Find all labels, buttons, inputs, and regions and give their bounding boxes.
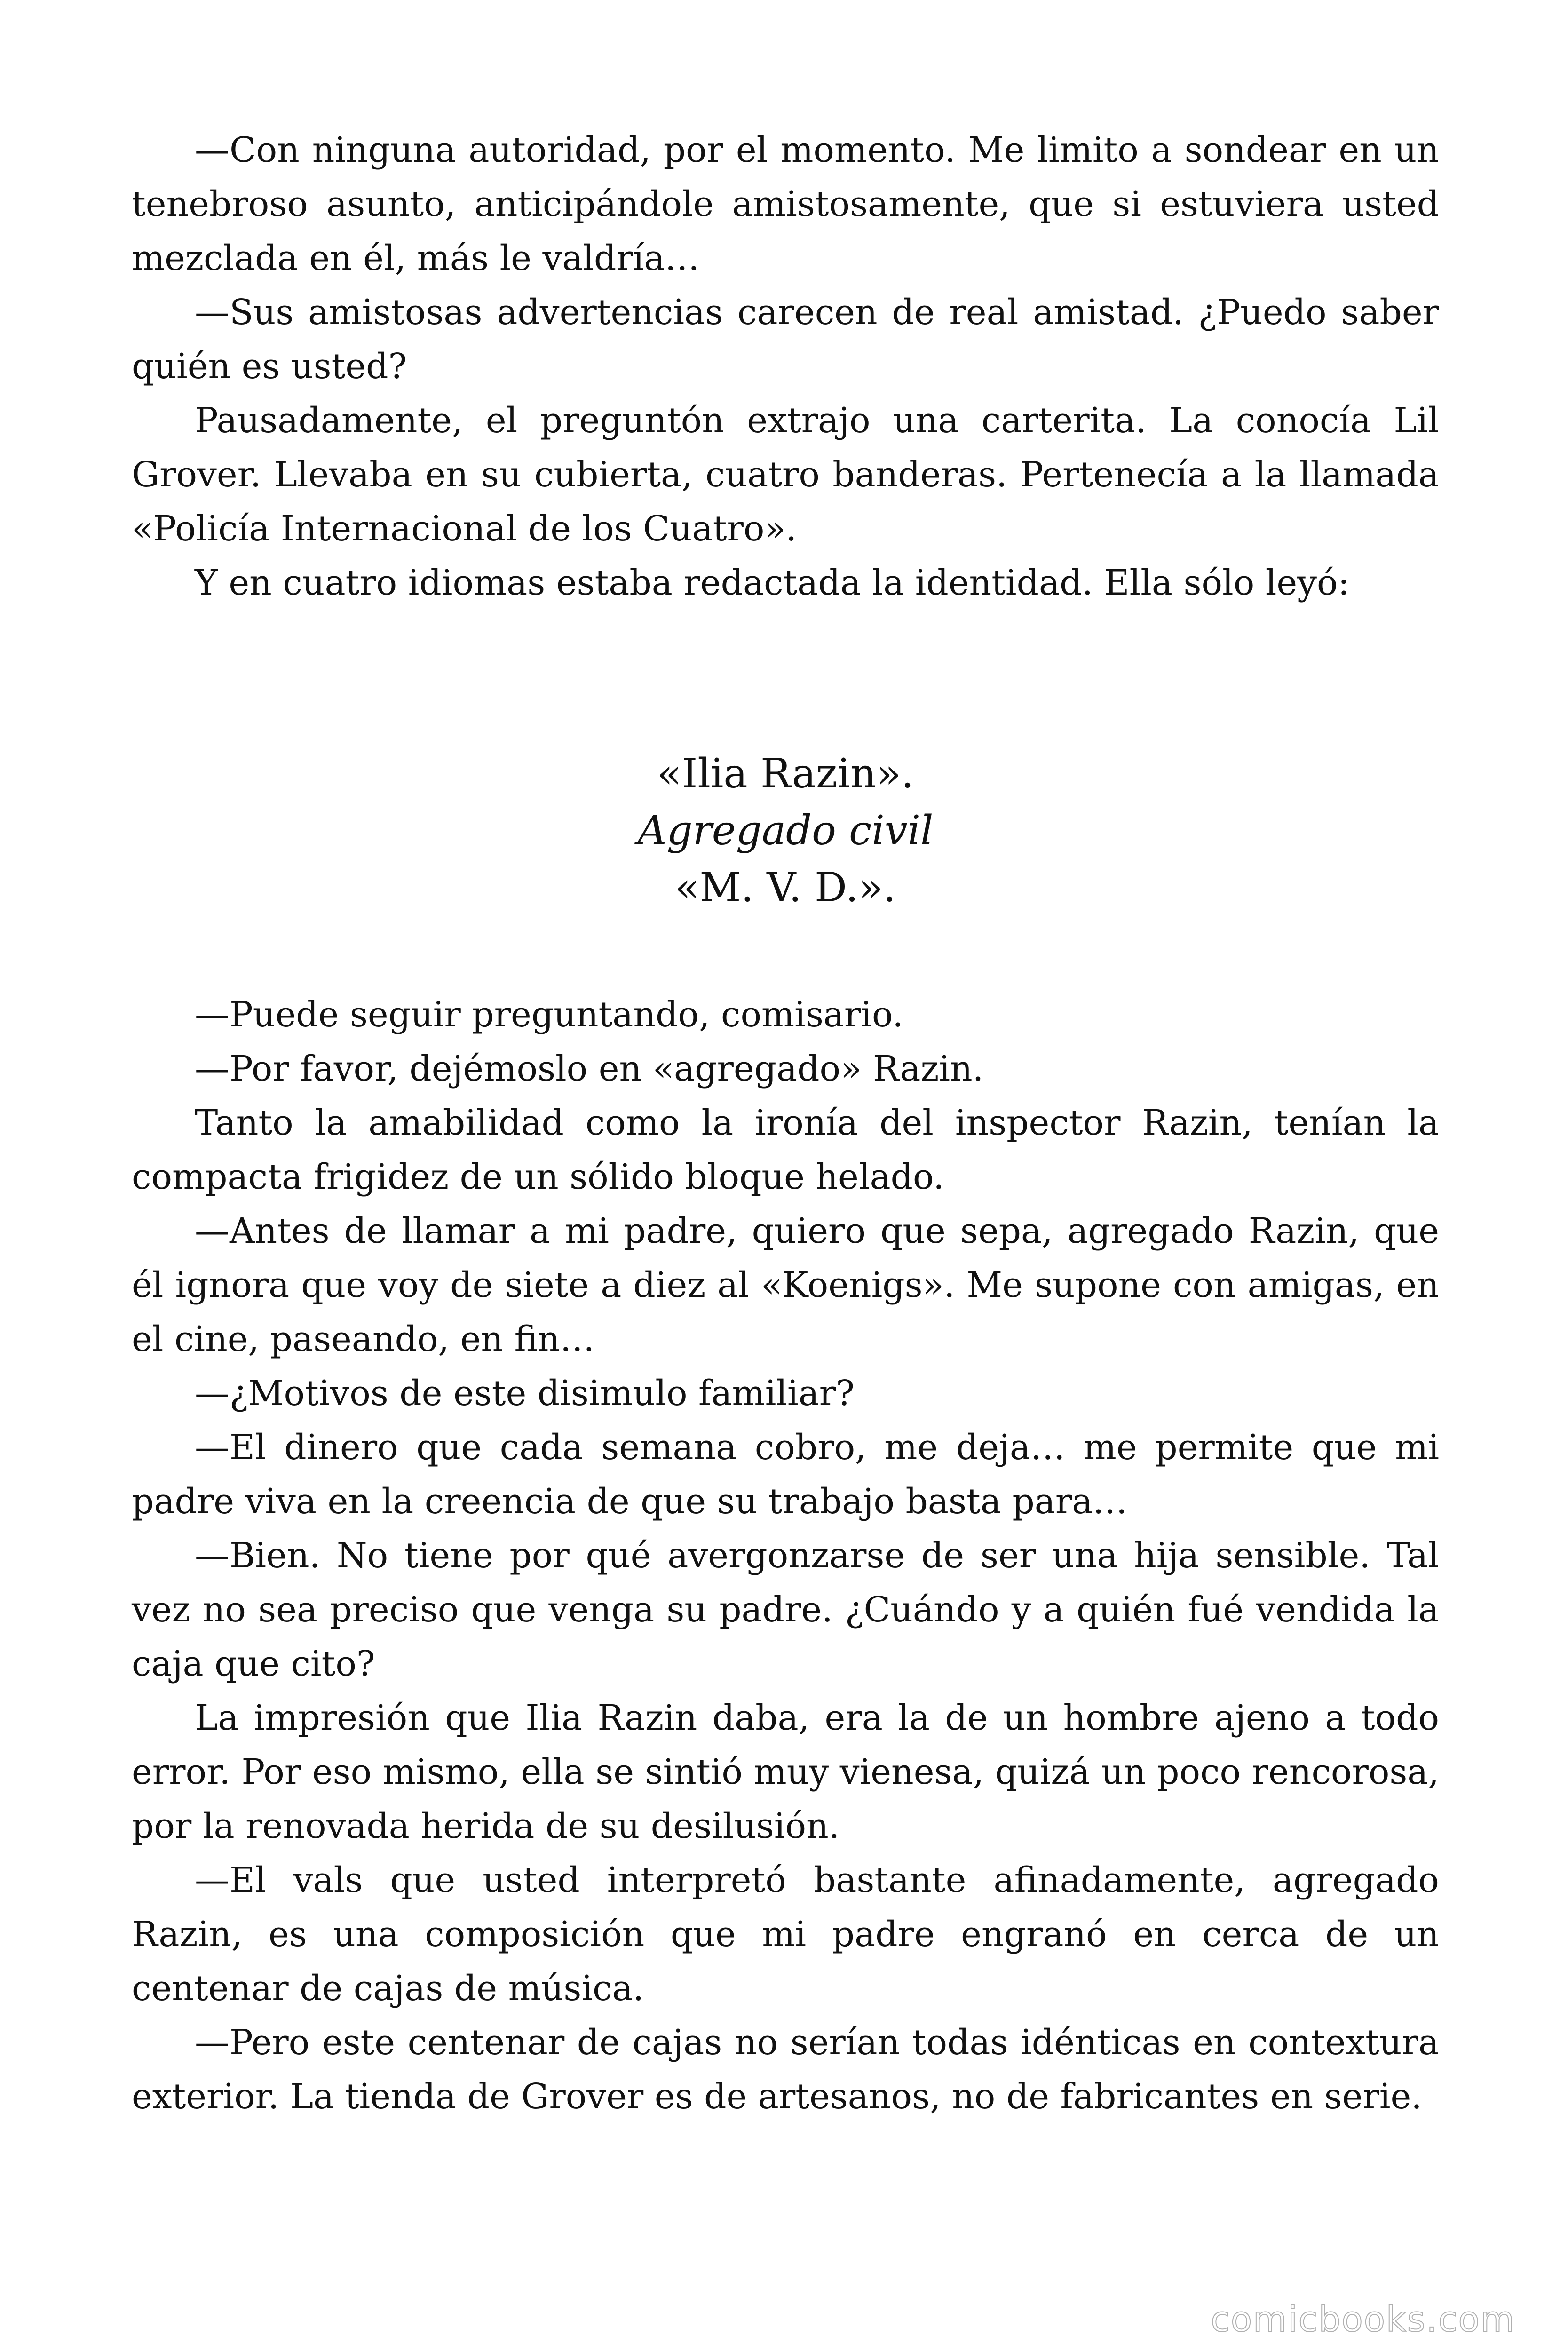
text-block-bottom [132, 988, 1439, 2124]
id-role-line: Agregado civil [637, 807, 934, 854]
paragraph: Tanto la amabilidad como la ironía del inspector Razin, tenían la compacta frigidez de un sólido bloque helado. [132, 1103, 1439, 1197]
paragraph: —Pero este centenar de cajas no serían todas idénticas en contextura exterior. La tienda de Grover es de artesanos, no de fabricantes en serie. [132, 2022, 1439, 2117]
paragraph: —¿Motivos de este disimulo familiar? [195, 1373, 855, 1414]
paragraph: Y en cuatro idiomas estaba redactada la identidad. Ella sólo leyó: [195, 563, 1350, 603]
id-name-line: «Ilia Razin». [657, 750, 914, 797]
paragraph: La impresión que Ilia Razin daba, era la de un hombre ajeno a todo error. Por eso mismo, ella se sintió muy vienesa, quizá un poco rencorosa, por la renovada herida de su desilusión. [132, 1698, 1439, 1846]
paragraph: —Puede seguir preguntando, comisario. [195, 994, 903, 1035]
paragraph: —El vals que usted interpretó bastante afinadamente, agregado Razin, es una composición que mi padre engranó en cerca de un centenar de cajas de música. [132, 1860, 1439, 2009]
identity-card-text [132, 746, 1439, 916]
paragraph: —Con ninguna autoridad, por el momento. Me limito a sondear en un tenebroso asunto, anticipándole amistosamente, que si estuviera usted mezclada en él, más le valdría… [132, 130, 1439, 278]
text-block-top [132, 123, 1439, 610]
paragraph: —Sus amistosas advertencias carecen de real amistad. ¿Puedo saber quién es usted? [132, 292, 1439, 387]
paragraph: —Por favor, dejémoslo en «agregado» Razin. [195, 1049, 984, 1089]
id-org-line: «M. V. D.». [674, 864, 896, 911]
paragraph: —Bien. No tiene por qué avergonzarse de ser una hija sensible. Tal vez no sea preciso que venga su padre. ¿Cuándo y a quién fué vendida la caja que cito? [132, 1535, 1439, 1684]
watermark: comicbooks.com [1211, 2299, 1515, 2340]
paragraph: —El dinero que cada semana cobro, me deja… me permite que mi padre viva en la creencia de que su trabajo basta para… [132, 1427, 1439, 1522]
paragraph: —Antes de llamar a mi padre, quiero que sepa, agregado Razin, que él ignora que voy de siete a diez al «Koenigs». Me supone con amigas, en el cine, paseando, en fin… [132, 1211, 1439, 1359]
paragraph: Pausadamente, el preguntón extrajo una carterita. La conocía Lil Grover. Llevaba en su cubierta, cuatro banderas. Pertenecía a la llamada «Policía Internacional de los Cuatro». [132, 400, 1439, 549]
